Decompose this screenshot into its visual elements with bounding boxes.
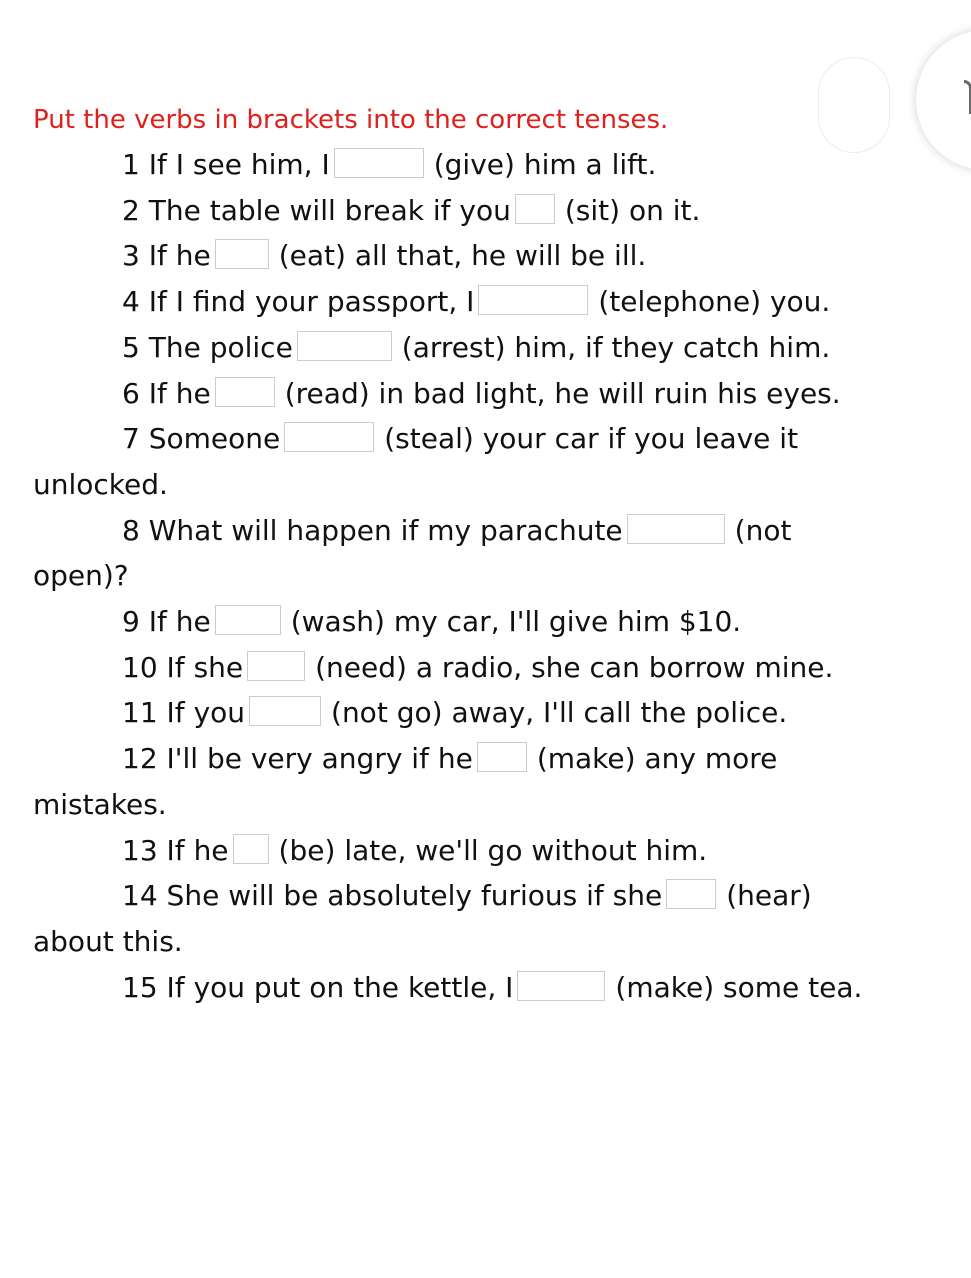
exercise-item-2 — [33, 188, 863, 234]
item-text-before: What will happen if my parachute — [148, 513, 623, 547]
item-number: 10 — [122, 650, 158, 684]
item-number: 2 — [122, 193, 140, 227]
answer-input-9[interactable] — [215, 605, 281, 635]
item-text-before: If you put on the kettle, I — [166, 970, 514, 1004]
item-text-before: The police — [148, 330, 293, 364]
item-text-before: If he — [148, 376, 211, 410]
item-text-before: If I find your passport, I — [148, 285, 475, 319]
answer-input-11[interactable] — [249, 696, 321, 726]
answer-input-8[interactable] — [627, 514, 725, 544]
item-text-before: She will be absolutely furious if she — [166, 879, 663, 913]
answer-input-3[interactable] — [215, 239, 269, 269]
answer-input-15[interactable] — [517, 971, 605, 1001]
exercise-item-12 — [33, 736, 863, 827]
answer-input-1[interactable] — [334, 148, 424, 178]
answer-input-14[interactable] — [666, 879, 716, 909]
item-text-before: If she — [166, 650, 244, 684]
item-text-after: you. — [769, 285, 831, 319]
item-text-after: any more mistakes. — [33, 742, 778, 821]
item-hint: (not go) — [331, 696, 443, 730]
item-text-before: If I see him, I — [148, 148, 330, 181]
answer-input-4[interactable] — [478, 285, 588, 315]
item-number: 14 — [122, 879, 158, 913]
item-hint: (eat) — [278, 239, 346, 273]
item-hint: (make) — [615, 970, 715, 1004]
item-number: 3 — [122, 239, 140, 273]
item-hint: (read) — [284, 376, 370, 410]
exercise-list — [33, 142, 863, 1010]
item-number: 5 — [122, 330, 140, 364]
exercise-item-14 — [33, 873, 863, 964]
item-hint: (hear) — [726, 879, 812, 913]
item-text-after: all that, he will be ill. — [354, 239, 647, 273]
answer-input-12[interactable] — [477, 742, 527, 772]
exercise-item-13 — [33, 828, 863, 874]
item-text-after: him, if they catch him. — [514, 330, 831, 364]
item-text-before: Someone — [148, 422, 281, 456]
item-text-after: him a lift. — [523, 148, 657, 181]
exercise-item-5 — [33, 325, 863, 371]
item-hint: (be) — [278, 833, 336, 867]
exercise-item-11 — [33, 690, 863, 736]
item-number: 15 — [122, 970, 158, 1004]
answer-input-10[interactable] — [247, 651, 305, 681]
item-text-after: your car if you leave it unlocked. — [33, 422, 799, 501]
exercise-item-8 — [33, 508, 863, 599]
edge-arrow-icon — [964, 80, 971, 114]
item-number: 8 — [122, 513, 140, 547]
item-text-after: away, I'll call the police. — [451, 696, 788, 730]
item-text-after: on it. — [628, 193, 701, 227]
item-text-before: If he — [166, 833, 229, 867]
item-number: 7 — [122, 422, 140, 456]
decorative-circle — [818, 57, 890, 153]
item-number: 13 — [122, 833, 158, 867]
item-text-before: If he — [148, 605, 211, 639]
exercise-item-15 — [33, 965, 863, 1011]
item-text-before: I'll be very angry if he — [166, 742, 473, 776]
exercise-item-7 — [33, 416, 863, 507]
edge-floating-button[interactable] — [916, 30, 971, 170]
exercise-item-9 — [33, 599, 863, 645]
answer-input-7[interactable] — [284, 422, 374, 452]
exercise-instruction: Put the verbs in brackets into the correct tenses. — [33, 105, 669, 135]
item-hint: (telephone) — [598, 285, 762, 319]
exercise-item-6 — [33, 371, 863, 417]
answer-input-2[interactable] — [515, 194, 555, 224]
item-text-after: in bad light, he will ruin his eyes. — [378, 376, 841, 410]
exercise-item-10 — [33, 645, 863, 691]
item-text-before: If you — [166, 696, 246, 730]
item-hint: (wash) — [290, 605, 385, 639]
item-number: 12 — [122, 742, 158, 776]
item-text-after: my car, I'll give him $10. — [393, 605, 742, 639]
exercise-item-1 — [33, 142, 863, 188]
item-number: 11 — [122, 696, 158, 730]
item-hint: (need) — [315, 650, 407, 684]
item-hint: (sit) — [564, 193, 621, 227]
answer-input-6[interactable] — [215, 377, 275, 407]
item-text-after: some tea. — [723, 970, 863, 1004]
answer-input-5[interactable] — [297, 331, 392, 361]
item-number: 9 — [122, 605, 140, 639]
exercise-item-4 — [33, 279, 863, 325]
item-number: 4 — [122, 285, 140, 319]
item-text-after: a radio, she can borrow mine. — [415, 650, 834, 684]
item-number: 1 — [122, 148, 140, 181]
exercise-item-3 — [33, 233, 863, 279]
item-hint: (give) — [433, 148, 515, 181]
item-text-after: about this. — [33, 924, 183, 958]
answer-input-13[interactable] — [233, 834, 269, 864]
item-text-after: late, we'll go without him. — [344, 833, 708, 867]
item-text-before: If he — [148, 239, 211, 273]
item-text-before: The table will break if you — [148, 193, 511, 227]
item-number: 6 — [122, 376, 140, 410]
item-hint: (steal) — [384, 422, 474, 456]
item-hint: (not open)? — [33, 513, 792, 593]
item-hint: (make) — [536, 742, 636, 776]
item-hint: (arrest) — [401, 330, 506, 364]
